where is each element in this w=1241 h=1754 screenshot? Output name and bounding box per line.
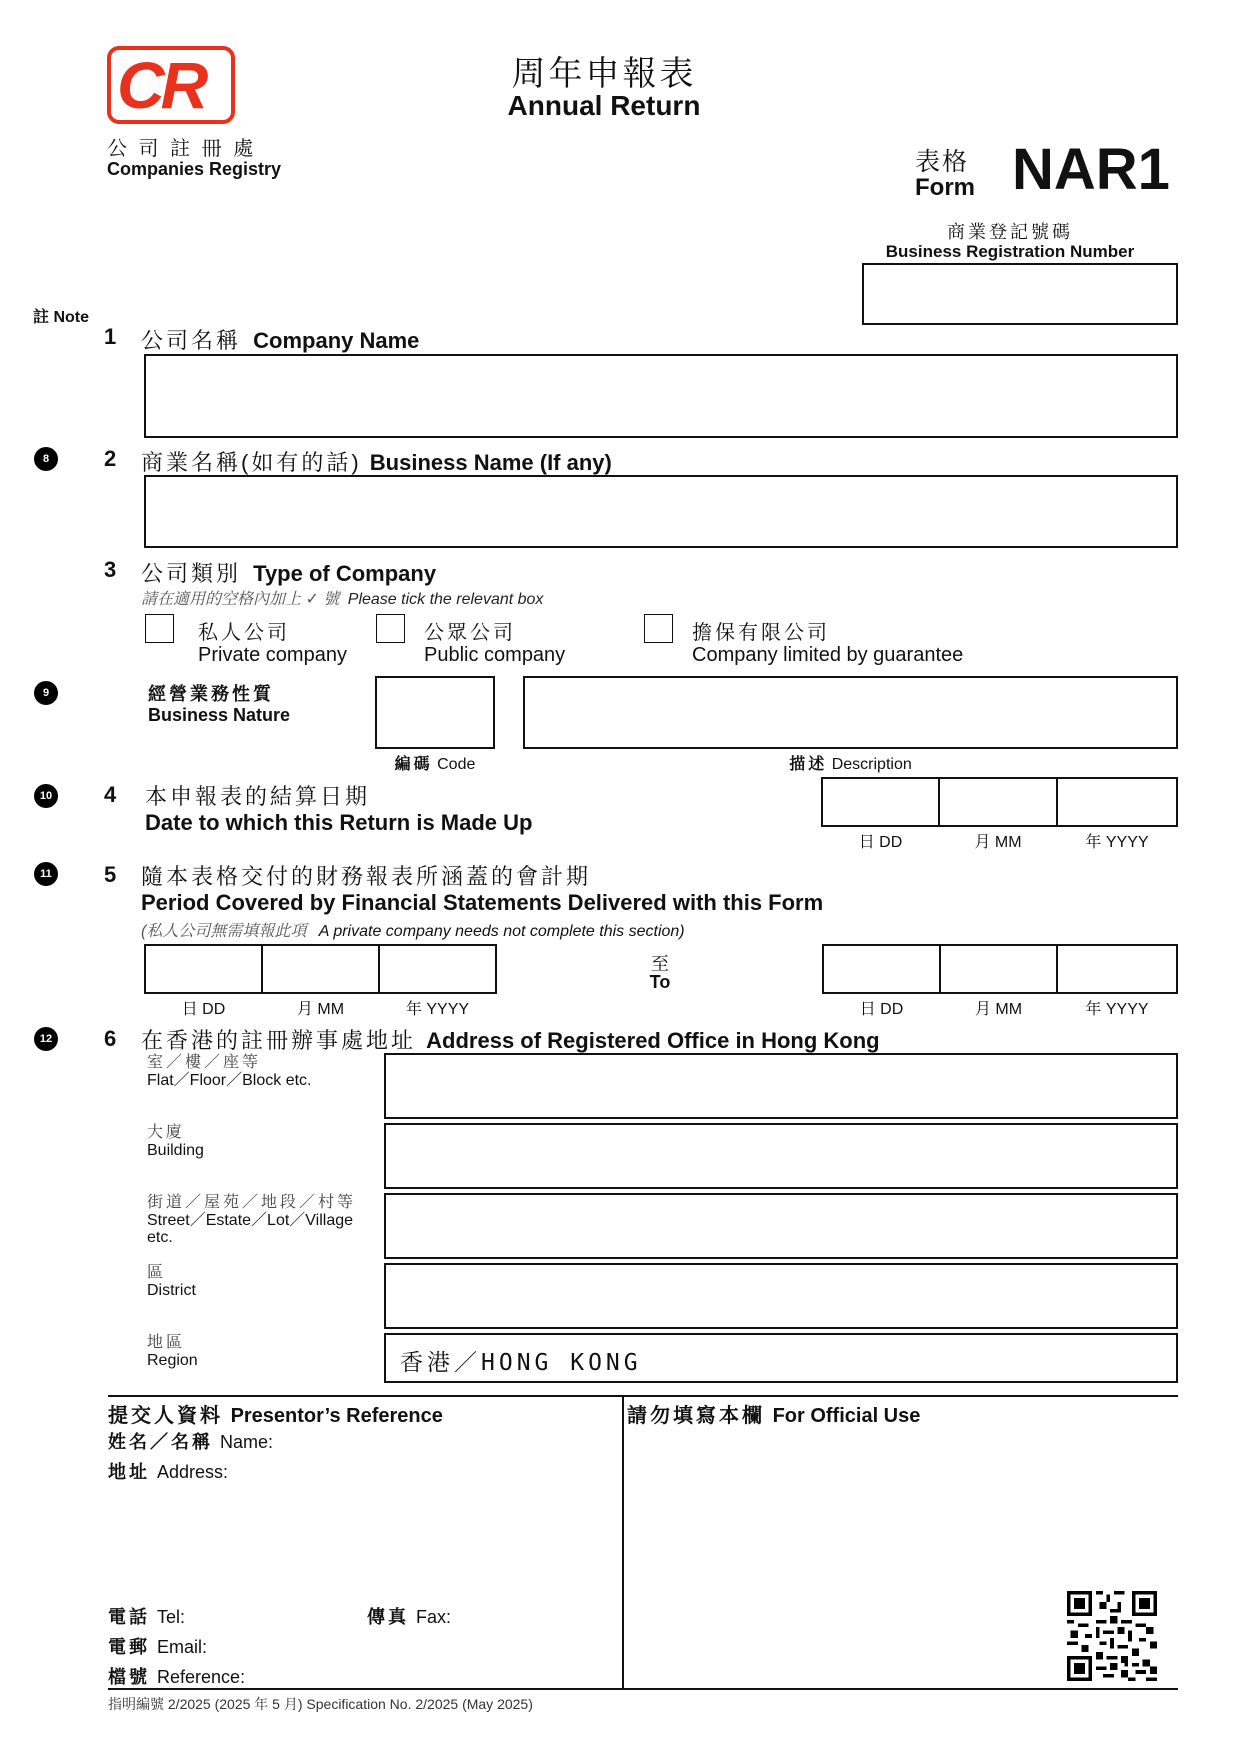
presentor-email <box>108 1633 207 1659</box>
bottom-bottom-rule <box>108 1688 1178 1690</box>
period-to-label-zh: 至 <box>651 954 669 974</box>
guarantee-company-label-en: Company limited by guarantee <box>692 644 964 666</box>
note-column-label: 註 Note <box>33 309 90 326</box>
logo-mark: CR <box>117 48 205 122</box>
region-field <box>384 1333 1178 1383</box>
note-11-badge: 11 <box>34 862 58 886</box>
private-company-label-zh: 私人公司 <box>198 622 290 644</box>
flat-floor-block-field[interactable] <box>384 1053 1178 1119</box>
period-to-label-en: To <box>649 972 671 992</box>
section-1-number: 1 <box>104 324 117 349</box>
made-up-date-yyyy-caption: 年 YYYY <box>1085 834 1149 851</box>
period-from-yyyy-field[interactable] <box>378 944 497 994</box>
presentor-address-zh: 地址 <box>108 1462 150 1482</box>
building-field[interactable] <box>384 1123 1178 1189</box>
presentor-tel <box>108 1603 185 1629</box>
building-label-zh: 大廈 <box>147 1124 186 1141</box>
form-label-en: Form <box>915 174 975 201</box>
section-4-title-en: Date to which this Return is Made Up <box>145 810 533 835</box>
presentor-reference <box>108 1663 245 1689</box>
section-3-instruction-zh: 請在適用的空格內加上 ✓ 號 <box>141 591 340 608</box>
official-use-title-en: For Official Use <box>772 1405 921 1427</box>
presentor-reference-en: Reference: <box>157 1667 246 1687</box>
official-use-title-zh: 請勿填寫本欄 <box>627 1405 765 1427</box>
region-label-en: Region <box>147 1352 198 1369</box>
made-up-date-dd-field[interactable] <box>821 777 940 827</box>
registry-name-en: Companies Registry <box>107 159 282 179</box>
section-4-title-zh: 本申報表的結算日期 <box>145 784 371 809</box>
presentor-tel-zh: 電話 <box>108 1607 150 1627</box>
brn-label-en: Business Registration Number <box>885 242 1135 261</box>
specification-footer: 指明編號 2/2025 (2025 年 5 月) Specification No. 2/2025 (May 2025) <box>108 1696 533 1712</box>
form-label-zh: 表格 <box>915 148 970 176</box>
public-company-label-en: Public company <box>424 644 566 666</box>
section-1-title <box>141 324 419 355</box>
business-nature-code-field[interactable] <box>375 676 495 749</box>
section-3-number: 3 <box>104 557 117 582</box>
section-2-number: 2 <box>104 446 117 471</box>
bottom-top-rule <box>108 1395 1178 1397</box>
section-2-title-en: Business Name (If any) <box>369 450 612 475</box>
business-name-field[interactable] <box>144 475 1178 548</box>
period-to-dd-field[interactable] <box>822 944 941 994</box>
presentor-fax-zh: 傳真 <box>367 1607 409 1627</box>
private-company-checkbox[interactable] <box>145 614 174 643</box>
section-5-title-zh: 隨本表格交付的財務報表所涵蓋的會計期 <box>141 864 592 889</box>
district-label-en: District <box>147 1282 196 1299</box>
presentor-address-en: Address: <box>157 1462 229 1482</box>
made-up-date-mm-field[interactable] <box>938 777 1058 827</box>
code-caption-en: Code <box>437 756 476 773</box>
presentor-title-zh: 提交人資料 <box>108 1405 223 1427</box>
form-title-zh: 周年申報表 <box>511 55 697 93</box>
period-from-dd-caption: 日 DD <box>181 1001 226 1018</box>
made-up-date-mm-caption: 月 MM <box>974 834 1022 851</box>
period-to-mm-caption: 月 MM <box>974 1001 1023 1018</box>
building-label-en: Building <box>147 1142 204 1159</box>
description-caption-en: Description <box>831 756 912 773</box>
presentor-fax <box>367 1603 451 1629</box>
made-up-date-dd-caption: 日 DD <box>858 834 903 851</box>
district-field[interactable] <box>384 1263 1178 1329</box>
section-3-title-zh: 公司類別 <box>141 561 242 586</box>
cr-logo <box>107 46 235 124</box>
street-label-en: Street／Estate／Lot／Village <box>147 1212 354 1229</box>
period-from-mm-caption: 月 MM <box>296 1001 345 1018</box>
bottom-divider <box>622 1395 624 1688</box>
section-3-instruction <box>141 586 543 609</box>
section-2-title-zh: 商業名稱(如有的話) <box>141 450 362 475</box>
region-label-zh: 地區 <box>147 1334 186 1351</box>
note-10-badge: 10 <box>34 784 58 808</box>
section-5-subtitle <box>141 918 685 941</box>
section-3-title <box>141 557 436 588</box>
public-company-checkbox[interactable] <box>376 614 405 643</box>
period-from-mm-field[interactable] <box>261 944 380 994</box>
section-2-title <box>141 446 612 477</box>
period-from-dd-field[interactable] <box>144 944 263 994</box>
form-title-en: Annual Return <box>507 90 701 121</box>
business-nature-code-caption <box>375 751 495 774</box>
section-6-number: 6 <box>104 1026 117 1051</box>
region-value: 香港／HONG KONG <box>400 1350 642 1376</box>
official-use-title <box>627 1399 920 1428</box>
brn-label-zh: 商業登記號碼 <box>947 222 1073 242</box>
company-name-field[interactable] <box>144 354 1178 438</box>
business-nature-description-caption <box>523 751 1178 774</box>
note-12-badge: 12 <box>34 1027 58 1051</box>
presentor-fax-en: Fax: <box>416 1607 452 1627</box>
business-nature-label-en: Business Nature <box>148 705 291 725</box>
period-to-dd-caption: 日 DD <box>859 1001 904 1018</box>
brn-field[interactable] <box>862 263 1178 325</box>
presentor-tel-en: Tel: <box>157 1607 186 1627</box>
form-code: NAR1 <box>1012 137 1170 202</box>
guarantee-company-checkbox[interactable] <box>644 614 673 643</box>
section-6-title-en: Address of Registered Office in Hong Kong <box>426 1028 880 1053</box>
street-label-en-etc: etc. <box>147 1229 173 1246</box>
period-to-yyyy-field[interactable] <box>1056 944 1178 994</box>
note-8-badge: 8 <box>34 447 58 471</box>
presentor-name-en: Name: <box>220 1432 274 1452</box>
district-label-zh: 區 <box>147 1264 167 1281</box>
code-caption-zh: 編碼 <box>394 756 433 773</box>
section-3-title-en: Type of Company <box>253 561 437 586</box>
public-company-label-zh: 公眾公司 <box>424 622 516 644</box>
presentor-email-zh: 電郵 <box>108 1637 150 1657</box>
section-5-subtitle-zh: (私人公司無需填報此項 <box>141 923 307 940</box>
period-to-yyyy-caption: 年 YYYY <box>1085 1001 1149 1018</box>
presentor-email-en: Email: <box>157 1637 208 1657</box>
flat-label-en: Flat／Floor／Block etc. <box>147 1072 312 1089</box>
registry-name-zh: 公 司 註 冊 處 <box>107 138 257 160</box>
presentor-title <box>108 1399 443 1428</box>
street-estate-lot-village-field[interactable] <box>384 1193 1178 1259</box>
section-1-title-zh: 公司名稱 <box>141 328 242 353</box>
presentor-address <box>108 1458 228 1484</box>
qr-code <box>1067 1591 1157 1681</box>
business-nature-label-zh: 經營業務性質 <box>148 684 274 704</box>
private-company-label-en: Private company <box>198 644 347 666</box>
section-4-number: 4 <box>104 782 117 807</box>
guarantee-company-label-zh: 擔保有限公司 <box>692 622 830 644</box>
section-5-number: 5 <box>104 862 117 887</box>
period-to-mm-field[interactable] <box>939 944 1058 994</box>
section-6-title-zh: 在香港的註冊辦事處地址 <box>141 1028 417 1053</box>
section-3-instruction-en: Please tick the relevant box <box>347 591 544 608</box>
presentor-name <box>108 1428 273 1454</box>
presentor-name-zh: 姓名／名稱 <box>108 1432 213 1452</box>
note-9-badge: 9 <box>34 681 58 705</box>
presentor-title-en: Presentor’s Reference <box>230 1405 443 1427</box>
section-6-title <box>141 1024 880 1055</box>
presentor-reference-zh: 檔號 <box>108 1667 150 1687</box>
section-5-subtitle-en: A private company needs not complete this section) <box>318 923 685 940</box>
section-5-title-en: Period Covered by Financial Statements Delivered with this Form <box>141 890 824 915</box>
section-1-title-en: Company Name <box>253 328 420 353</box>
flat-label-zh: 室／樓／座等 <box>147 1054 262 1071</box>
street-label-zh: 街道／屋苑／地段／村等 <box>147 1194 357 1211</box>
period-from-yyyy-caption: 年 YYYY <box>405 1001 470 1018</box>
made-up-date-yyyy-field[interactable] <box>1056 777 1178 827</box>
business-nature-description-field[interactable] <box>523 676 1178 749</box>
description-caption-zh: 描述 <box>789 756 828 773</box>
